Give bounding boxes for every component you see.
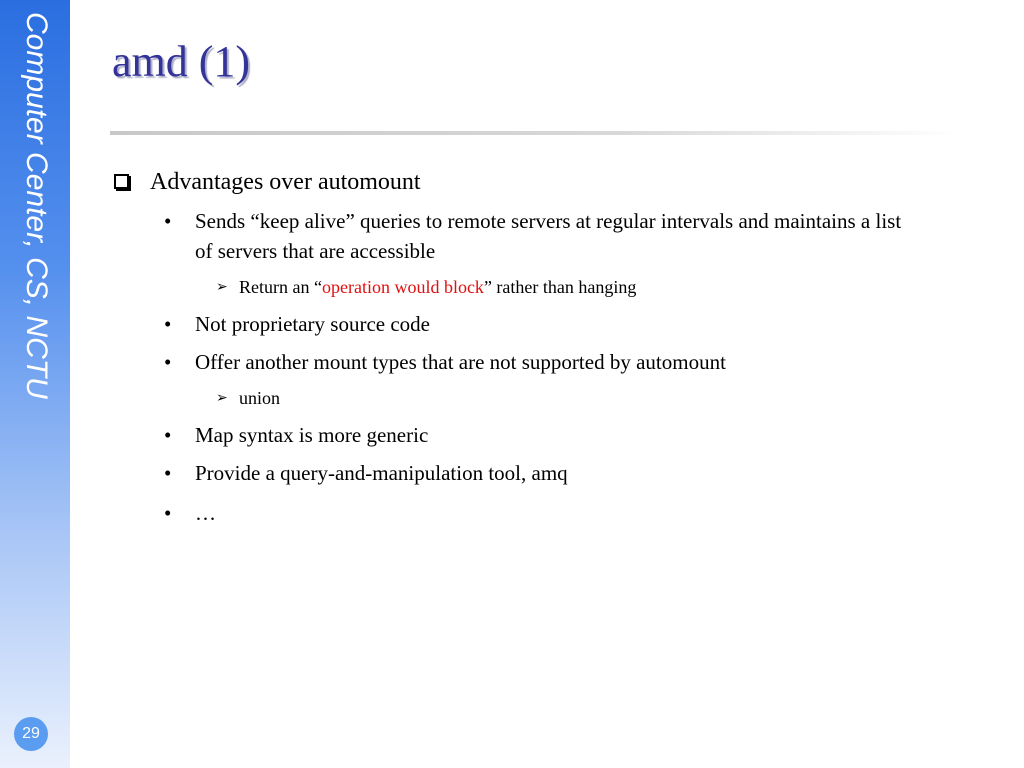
- list-item-text: Offer another mount types that are not supported by automount: [195, 350, 726, 374]
- arrowhead-icon: ➢: [216, 279, 228, 295]
- bullet-dot-icon: •: [164, 209, 172, 233]
- heading-text: Advantages over automount: [150, 169, 421, 195]
- bullet-dot-icon: •: [164, 312, 172, 336]
- list-item-text: Not proprietary source code: [195, 312, 430, 336]
- slide-title: amd (1): [112, 37, 251, 86]
- list-item-text: Map syntax is more generic: [195, 423, 429, 447]
- list-item-text: Sends “keep alive” queries to remote servers at regular intervals and maintains a list of servers that are accessible: [195, 209, 902, 263]
- arrowhead-icon: ➢: [216, 390, 228, 406]
- checkbox-square-icon: [114, 174, 129, 189]
- list-item: [162, 498, 922, 528]
- bullet-dot-icon: •: [164, 461, 172, 485]
- list-item: [162, 309, 922, 339]
- list-item-text: …: [195, 501, 216, 525]
- sidebar-org-text: Computer Center, CS, NCTU: [20, 12, 53, 399]
- bullet-dot-icon: •: [164, 501, 172, 525]
- sub-list-item-text: union: [239, 388, 281, 408]
- list-item: [162, 206, 922, 266]
- sub-list-item-text: Return an “operation would block” rather than hanging: [239, 277, 637, 297]
- page-number-badge: 29: [14, 717, 48, 751]
- list-item: [162, 458, 922, 488]
- list-item: [162, 347, 922, 377]
- list-item: [162, 420, 922, 450]
- list-item-text: Provide a query-and-manipulation tool, amq: [195, 461, 568, 485]
- highlighted-phrase: operation would block: [321, 277, 484, 297]
- bullet-dot-icon: •: [164, 350, 172, 374]
- bullet-dot-icon: •: [164, 423, 172, 447]
